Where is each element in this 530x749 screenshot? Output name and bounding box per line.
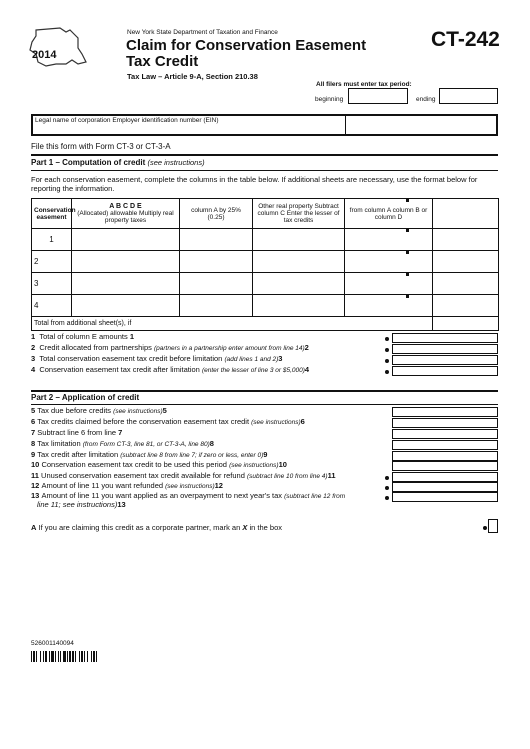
barcode-bar <box>43 651 44 662</box>
row4-col-d[interactable] <box>345 295 433 317</box>
part1-heading: Part 1 – Computation of credit (see instructions) <box>31 158 205 167</box>
col-header-easement: Conservation easement <box>32 199 72 229</box>
row-number: 2 <box>32 251 72 273</box>
tax-period-note: All filers must enter tax period: <box>316 81 412 88</box>
row3-col-e[interactable] <box>433 273 499 295</box>
col-header-allowable: A B C D E (Allocated) allowable Multiply real property taxes <box>72 199 180 229</box>
part2-line-13: 13 Amount of line 11 you want applied as an overpayment to next year's tax (subtract line 12 from <box>31 491 346 500</box>
barcode-bar <box>63 651 66 662</box>
barcode-bar <box>96 651 97 662</box>
barcode-bar <box>45 651 47 662</box>
col-e-marker <box>406 273 409 276</box>
form-number: CT-242 <box>431 28 500 51</box>
barcode-bar <box>79 651 80 662</box>
barcode-bar <box>69 651 71 662</box>
barcode-bar <box>51 651 54 662</box>
state-outline-logo <box>26 24 90 70</box>
part2-line-10-amount[interactable] <box>392 461 498 471</box>
bullet-marker <box>385 486 389 490</box>
part1-line-3-amount[interactable] <box>392 355 498 365</box>
barcode-bar <box>84 651 85 662</box>
part2-line-9: 9 Tax credit after limitation (subtract line 8 from line 7; if zero or less, enter 0)9 <box>31 450 268 459</box>
row3-col-c[interactable] <box>253 273 345 295</box>
barcode-bar <box>67 651 68 662</box>
part2-line-12-amount[interactable] <box>392 482 498 492</box>
part2-line-9-amount[interactable] <box>392 451 498 461</box>
bullet-marker <box>385 359 389 363</box>
part1-line-2: 2 Credit allocated from partnerships (partners in a partnership enter amount from line 14)2 <box>31 343 309 352</box>
barcode-number: 526001140094 <box>31 640 74 647</box>
row-number: 4 <box>32 295 72 317</box>
row2-col-e[interactable] <box>433 251 499 273</box>
part1-line-3: 3 Total conservation easement tax credit before limitation (add lines 1 and 2)3 <box>31 354 283 363</box>
total-additional-sheets-label: Total from additional sheet(s), if <box>32 317 433 331</box>
barcode-bar <box>49 651 50 662</box>
part1-line-1-amount[interactable] <box>392 333 498 343</box>
col-e-marker <box>406 251 409 254</box>
row2-col-d[interactable] <box>345 251 433 273</box>
ending-label: ending <box>416 96 436 103</box>
part2-heading: Part 2 – Application of credit <box>31 393 140 402</box>
department-name: New York State Department of Taxation and Finance <box>127 29 278 36</box>
ein-divider <box>345 116 346 134</box>
barcode-bar <box>33 651 35 662</box>
barcode-bar <box>87 651 88 662</box>
corporation-identity-box[interactable] <box>31 114 498 136</box>
form-title-line1: Claim for Conservation Easement <box>126 37 367 54</box>
col-header-multiply: column A by 25% (0.25) <box>180 199 253 229</box>
form-title-line2: Tax Credit <box>126 53 199 70</box>
barcode-bar <box>36 651 37 662</box>
col-e-marker <box>406 295 409 298</box>
line13-continuation: line 11; see instructions)13 <box>37 500 126 509</box>
part1-line-4-amount[interactable] <box>392 366 498 376</box>
barcode-bar <box>72 651 74 662</box>
col-header-other-credits: Other real property Subtract column C Enter the lesser of tax credits <box>253 199 345 229</box>
row3-col-d[interactable] <box>345 273 433 295</box>
tax-law-reference: Tax Law – Article 9-A, Section 210.38 <box>127 72 258 81</box>
row1-col-e[interactable] <box>433 229 499 251</box>
part2-line-11-amount[interactable] <box>392 472 498 482</box>
identity-label: Legal name of corporation Employer identification number (EIN) <box>35 117 219 124</box>
col-header-lesser: from column A column B or column D <box>345 199 433 229</box>
part2-line-6: 6 Tax credits claimed before the conservation easement tax credit (see instructions)6 <box>31 417 305 426</box>
row3-col-b[interactable] <box>180 273 253 295</box>
part2-line-13-amount[interactable] <box>392 492 498 502</box>
row4-col-e[interactable] <box>433 295 499 317</box>
row1-col-d[interactable] <box>345 229 433 251</box>
barcode-bar <box>93 651 95 662</box>
ending-date-field[interactable] <box>439 88 498 104</box>
bullet-marker <box>385 348 389 352</box>
part2-line-8-amount[interactable] <box>392 440 498 450</box>
part1-intro: For each conservation easement, complete the columns in the table below. If additional sheets are necessary, use the format below for reporting the information. <box>31 175 478 193</box>
part2-line-5-amount[interactable] <box>392 407 498 417</box>
corporate-partner-checkbox[interactable] <box>488 519 498 533</box>
total-additional-sheets-field[interactable] <box>433 317 499 331</box>
corporate-partner-statement: A If you are claiming this credit as a corporate partner, mark an X in the box <box>31 523 283 532</box>
row4-col-b[interactable] <box>180 295 253 317</box>
barcode-bar <box>58 651 59 662</box>
row-number: 3 <box>32 273 72 295</box>
barcode-bar <box>60 651 61 662</box>
row2-col-b[interactable] <box>180 251 253 273</box>
beginning-label: beginning <box>315 96 344 103</box>
row1-col-c[interactable] <box>253 229 345 251</box>
part2-line-6-amount[interactable] <box>392 418 498 428</box>
row2-col-c[interactable] <box>253 251 345 273</box>
row2-col-a[interactable] <box>72 251 180 273</box>
easement-table <box>31 198 499 331</box>
bullet-marker <box>385 337 389 341</box>
part2-line-11: 11 Unused conservation easement tax credit available for refund (subtract line 10 from line 4)11 <box>31 471 336 480</box>
bullet-marker <box>385 476 389 480</box>
bullet-marker <box>385 496 389 500</box>
part2-line-8: 8 Tax limitation (from Form CT-3, line 81, or CT-3-A, line 80)8 <box>31 439 214 448</box>
file-with-note: File this form with Form CT-3 or CT-3-A <box>31 142 171 151</box>
col-e-marker <box>406 199 409 202</box>
part1-line-4: 4 Conservation easement tax credit after limitation (enter the lesser of line 3 or $5,000)4 <box>31 365 310 374</box>
part1-line-1: 1 Total of column E amounts 1 <box>31 332 134 341</box>
part2-line-10: 10 Conservation easement tax credit to be used this period (see instructions)10 <box>31 460 287 469</box>
beginning-date-field[interactable] <box>348 88 408 104</box>
part2-line-5: 5 Tax due before credits (see instructions)5 <box>31 406 167 415</box>
row4-col-c[interactable] <box>253 295 345 317</box>
row1-col-a[interactable] <box>72 229 180 251</box>
barcode-bar <box>40 651 41 662</box>
part2-line-12: 12 Amount of line 11 you want refunded (see instructions)12 <box>31 481 223 490</box>
barcode-bar <box>81 651 83 662</box>
barcode-bar <box>91 651 92 662</box>
row-number: 1 <box>32 229 72 251</box>
part2-line-7: 7 Subtract line 6 from line 7 <box>31 428 123 437</box>
bullet-marker <box>385 370 389 374</box>
col-e-marker <box>406 229 409 232</box>
part2-line-7-amount[interactable] <box>392 429 498 439</box>
bullet-marker <box>483 526 487 530</box>
barcode-bar <box>55 651 56 662</box>
tax-year: 2014 <box>32 49 57 61</box>
row3-col-a[interactable] <box>72 273 180 295</box>
barcode-bar <box>75 651 76 662</box>
barcode-bar <box>31 651 32 662</box>
part1-line-2-amount[interactable] <box>392 344 498 354</box>
row4-col-a[interactable] <box>72 295 180 317</box>
barcode <box>31 649 141 660</box>
row1-col-b[interactable] <box>180 229 253 251</box>
